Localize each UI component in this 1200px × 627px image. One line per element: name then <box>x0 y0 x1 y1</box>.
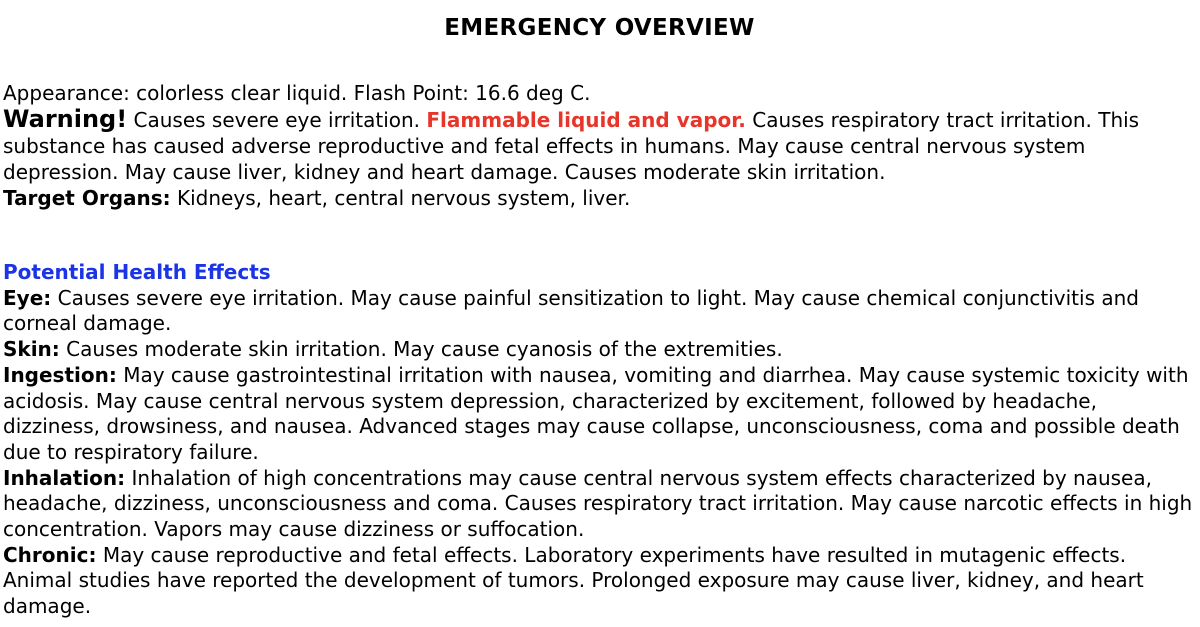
effect-eye <box>3 286 1196 337</box>
effect-inhalation <box>3 466 1196 543</box>
target-organs-text: Kidneys, heart, central nervous system, liver. <box>170 186 631 210</box>
target-organs-label: Target Organs: <box>3 186 171 210</box>
warning-text: Causes severe eye irritation. <box>127 108 427 132</box>
effect-label: Chronic: <box>3 542 97 567</box>
effect-ingestion <box>3 363 1196 466</box>
effect-text: May cause gastrointestinal irritation with nausea, vomiting and diarrhea. May cause systemic toxicity with acidosis. May cause central nervous system depression, characterized by excitement, followed by headache, dizziness, drowsiness, and nausea. Advanced stages may cause collapse, unconsciousness, coma and possible death due to respiratory failure. <box>3 362 1189 464</box>
warning-paragraph <box>3 106 1196 185</box>
effect-label: Eye: <box>3 285 52 310</box>
effect-label: Inhalation: <box>3 465 126 490</box>
target-organs-line <box>3 185 1196 211</box>
warning-word: Warning! <box>3 105 128 133</box>
effect-label: Skin: <box>3 337 60 362</box>
flammable-warning: Flammable liquid and vapor. <box>426 108 746 132</box>
effect-chronic <box>3 543 1196 620</box>
page-title: EMERGENCY OVERVIEW <box>444 15 755 41</box>
warning-text-continued: Causes respiratory tract irritation. This substance has caused adverse reproductive and fetal effects in humans. May cause central nervous system depression. May cause liver, kidney and heart damage. Causes moderate skin irritation. <box>3 108 1140 184</box>
effect-text: May cause reproductive and fetal effects. Laboratory experiments have resulted in mutagenic effects. Animal studies have reported the development of tumors. Prolonged exposure may cause liver, kidney, and heart damage. <box>3 542 1144 619</box>
health-effects-heading: Potential Health Effects <box>3 260 271 284</box>
effect-text: Inhalation of high concentrations may cause central nervous system effects characterized by nausea, headache, dizziness, unconsciousness and coma. Causes respiratory tract irritation. May cause narcotic effects in high concentration. Vapors may cause dizziness or suffocation. <box>3 465 1193 542</box>
effect-skin <box>3 337 1196 363</box>
effect-text: Causes moderate skin irritation. May cause cyanosis of the extremities. <box>59 337 783 362</box>
effect-label: Ingestion: <box>3 362 117 387</box>
effect-text: Causes severe eye irritation. May cause painful sensitization to light. May cause chemical conjunctivitis and corneal damage. <box>3 285 1139 336</box>
emergency-overview <box>3 80 1196 211</box>
appearance-line: Appearance: colorless clear liquid. Flash Point: 16.6 deg C. <box>3 81 591 105</box>
health-effects-section <box>3 260 1196 620</box>
